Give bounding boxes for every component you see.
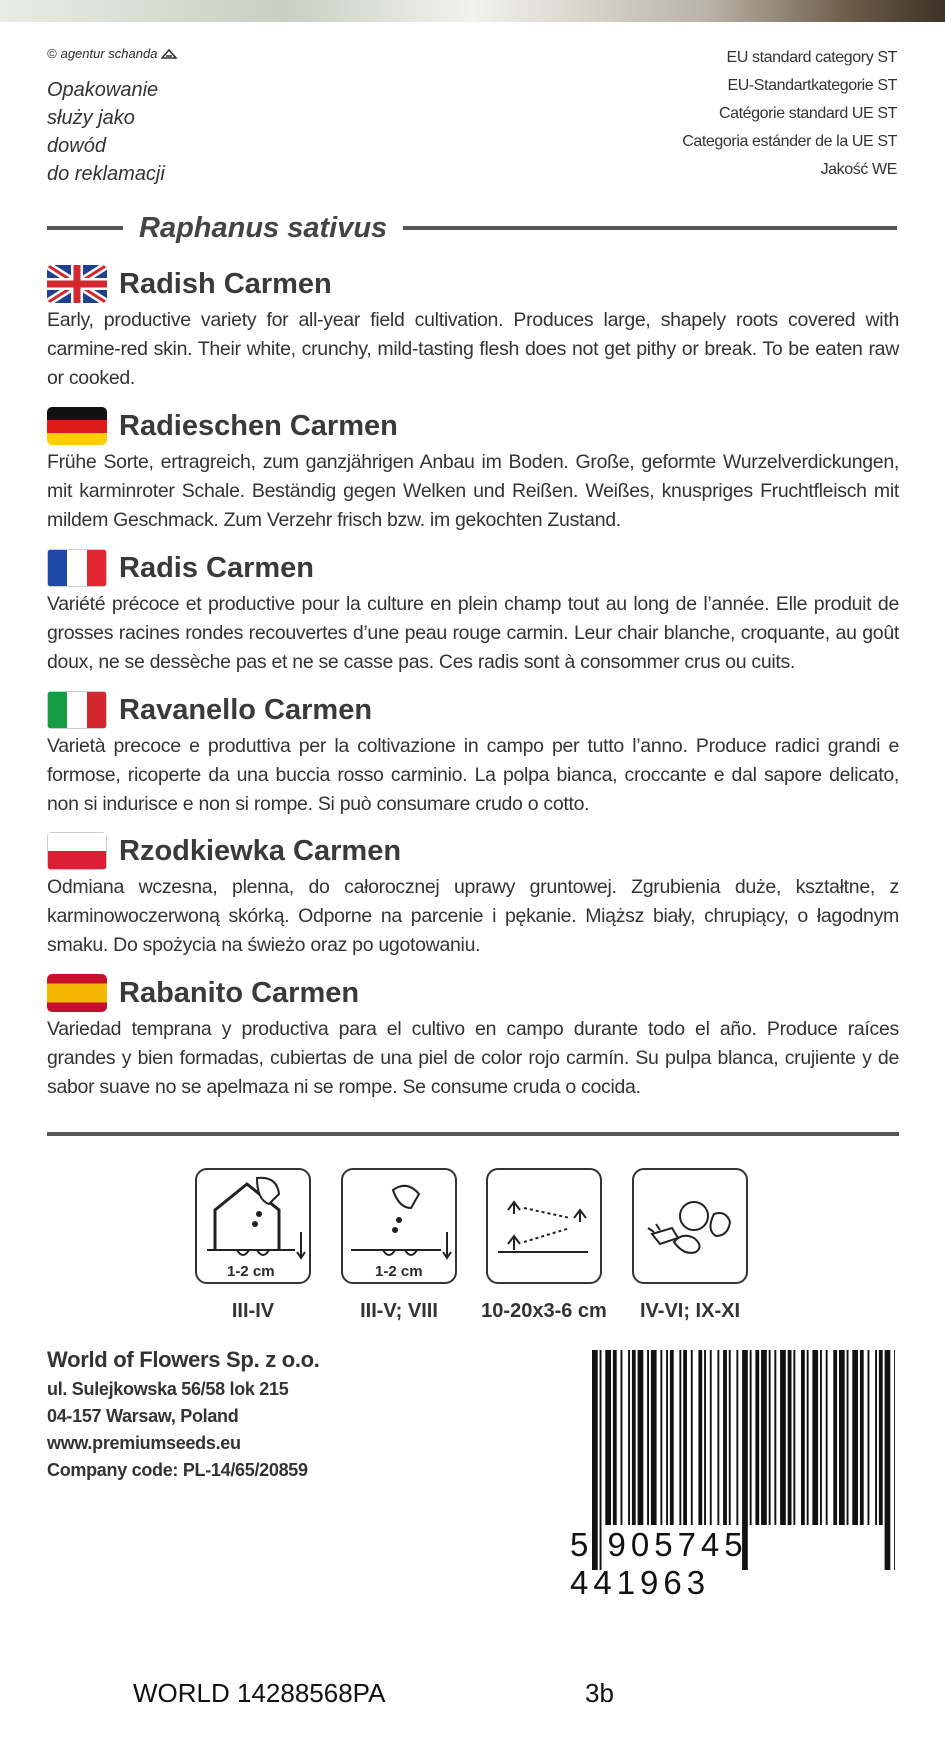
barcode-bar	[807, 1350, 809, 1525]
barcode-bar	[632, 1350, 636, 1525]
eu-category-line: Jakość WE	[820, 161, 897, 178]
description-fr	[47, 546, 899, 677]
language-text: Odmiana wczesna, plenna, do całorocznej uprawy gruntowej. Zgrubienia duże, kształtne, z karminowoczerwoną skórką. Odporne na parcenie i pękanie. Miąższ biały, chrupiący, o łagodnym smaku. Do spożycia na świeżo oraz po ugotowaniu.	[47, 876, 899, 956]
barcode-bar	[860, 1350, 864, 1525]
barcode-bar	[683, 1350, 687, 1525]
species-name: Raphanus sativus	[139, 211, 388, 244]
language-title: Radis Carmen	[119, 551, 315, 584]
sow-under-cover-icon	[195, 1168, 311, 1284]
barcode-bar	[833, 1350, 837, 1525]
harvest-period: IV-VI; IX-XI	[639, 1300, 741, 1322]
language-text: Variété précoce et productive pour la culture en plein champ tout au long de l’année. Elle produit de grosses racines rondes recouvertes d’une peau rouge carmin. Leur chair blanche, croquante, au goût doux, ne se dessèche pas et ne se casse pas. Ces radis sont à consommer crus ou cuits.	[47, 593, 899, 673]
barcode-bar	[826, 1350, 828, 1525]
barcode-bar	[691, 1350, 693, 1525]
barcode-bar	[875, 1350, 877, 1525]
language-title: Ravanello Carmen	[119, 693, 373, 726]
barcode-bar	[812, 1350, 818, 1525]
barcode-bar	[839, 1350, 845, 1525]
barcode-bar	[788, 1350, 792, 1525]
language-text: Variedad temprana y productiva para el cultivo en campo durante todo el año. Produce raíces grandes y bien formadas, cubiertas de una piel de color rojo carmín. Su pulpa blanca, crujiente y de sabor suave no se apelmaza ni se rompe. Se consume cruda o cocida.	[47, 1018, 899, 1098]
barcode-bar	[852, 1350, 858, 1525]
complaint-line: służy jako	[47, 107, 135, 129]
species-heading	[47, 208, 897, 248]
barcode-bar	[801, 1350, 805, 1525]
complaint-note	[47, 76, 165, 188]
eu-category-line: EU-Standartkategorie ST	[727, 77, 897, 94]
eu-category-line: Categoria estánder de la UE ST	[682, 133, 897, 150]
copyright-notice	[47, 46, 177, 61]
complaint-line: dowód	[47, 135, 106, 157]
section-divider	[47, 1132, 899, 1136]
company-city: 04-157 Warsaw, Poland	[47, 1406, 239, 1426]
barcode-bar	[660, 1350, 662, 1525]
uk-flag-icon	[47, 265, 107, 303]
copyright-icon: ©	[47, 46, 57, 61]
barcode-bar	[780, 1350, 786, 1525]
sowing-under-cover-period: III-IV	[231, 1300, 275, 1322]
footer-number: 3b	[585, 1678, 614, 1708]
language-title: Rabanito Carmen	[119, 976, 360, 1009]
barcode-bar	[613, 1350, 617, 1525]
plant-spacing-value: 10-20x3-6 cm	[481, 1300, 607, 1322]
eu-category-line: EU standard category ST	[726, 49, 897, 66]
company-website: www.premiumseeds.eu	[47, 1433, 241, 1453]
barcode-bar	[638, 1350, 644, 1525]
barcode-bar	[769, 1350, 771, 1525]
copyright-text: agentur schanda	[60, 46, 158, 61]
divider-left	[47, 226, 123, 230]
barcode-bar	[666, 1350, 668, 1525]
language-text: Varietà precoce e produttiva per la coltivazione in campo per tutto l’anno. Produce radici grandi e formose, ricoperte da una buccia rosso carminio. La polpa bianca, croccante e dal sapore delicato, non si indurisce e non si rompe. Si può consumare crudo o cotto.	[47, 735, 899, 815]
eu-category-line: Catégorie standard UE ST	[718, 105, 897, 122]
italy-flag-icon	[47, 691, 107, 729]
complaint-line: do reklamacji	[47, 163, 165, 185]
language-text: Early, productive variety for all-year field cultivation. Produces large, shapely roots covered with carmine-red skin. Their white, crunchy, mild-tasting flesh does not get pithy or break. To be eaten raw or cooked.	[47, 309, 899, 389]
company-info	[47, 1346, 320, 1484]
top-photo-strip	[0, 0, 945, 22]
barcode-bar	[710, 1350, 712, 1525]
language-title: Rzodkiewka Carmen	[119, 834, 402, 867]
barcode-bar	[670, 1350, 674, 1525]
barcode-bar	[820, 1350, 822, 1525]
complaint-line: Opakowanie	[47, 79, 159, 101]
barcode-bar	[750, 1350, 752, 1525]
barcode-bar	[879, 1350, 883, 1525]
barcode-bar	[605, 1350, 611, 1525]
eu-category-list	[682, 44, 897, 184]
description-en	[47, 262, 899, 393]
barcode-bar	[723, 1350, 727, 1525]
barcode-bar	[647, 1350, 649, 1525]
spain-flag-icon	[47, 974, 107, 1012]
depth-label: 1-2 cm	[375, 1263, 423, 1280]
depth-label: 1-2 cm	[227, 1263, 275, 1280]
barcode-bar	[729, 1350, 731, 1525]
poland-flag-icon	[47, 832, 107, 870]
description-it	[47, 688, 899, 819]
sowing-outdoors-period: III-V; VIII	[360, 1300, 438, 1322]
company-name: World of Flowers Sp. z o.o.	[47, 1347, 320, 1372]
barcode-number: 5 905745 441963	[570, 1526, 748, 1601]
harvest-icon	[632, 1168, 748, 1284]
language-title: Radish Carmen	[119, 267, 332, 300]
description-es	[47, 971, 899, 1102]
barcode-bar	[793, 1350, 795, 1525]
barcode-bar	[628, 1350, 630, 1525]
footer-code: WORLD 14288568PA	[133, 1678, 386, 1708]
company-street: ul. Sulejkowska 56/58 lok 215	[47, 1379, 289, 1399]
sow-outdoors-icon	[341, 1168, 457, 1284]
france-flag-icon	[47, 549, 107, 587]
language-text: Frühe Sorte, ertragreich, zum ganzjährigen Anbau im Boden. Große, geformte Wurzelverdickungen, mit karminroter Schale. Beständig gegen Welken und Reißen. Weißes, knuspriges Fruchtfleisch mit mildem Geschmack. Zum Verzehr frisch bzw. im gekochten Zustand.	[47, 451, 899, 531]
barcode-bar	[755, 1350, 759, 1525]
barcode-bar	[736, 1350, 738, 1525]
barcode-bar	[868, 1350, 870, 1525]
barcode-bar	[847, 1350, 849, 1525]
barcode-bar	[774, 1350, 776, 1525]
barcode-bar	[621, 1350, 623, 1525]
barcode-bar	[651, 1350, 657, 1525]
barcode-bar	[704, 1350, 706, 1525]
barcode-bar	[679, 1350, 681, 1525]
description-pl	[47, 829, 899, 960]
divider-right	[403, 226, 897, 230]
barcode-bar	[698, 1350, 702, 1525]
company-code: Company code: PL-14/65/20859	[47, 1460, 308, 1480]
schanda-logo-icon	[161, 48, 177, 60]
germany-flag-icon	[47, 407, 107, 445]
description-de	[47, 404, 899, 535]
barcode-bar	[717, 1350, 719, 1525]
language-title: Radieschen Carmen	[119, 409, 398, 442]
barcode-bar	[761, 1350, 767, 1525]
plant-spacing-icon	[486, 1168, 602, 1284]
